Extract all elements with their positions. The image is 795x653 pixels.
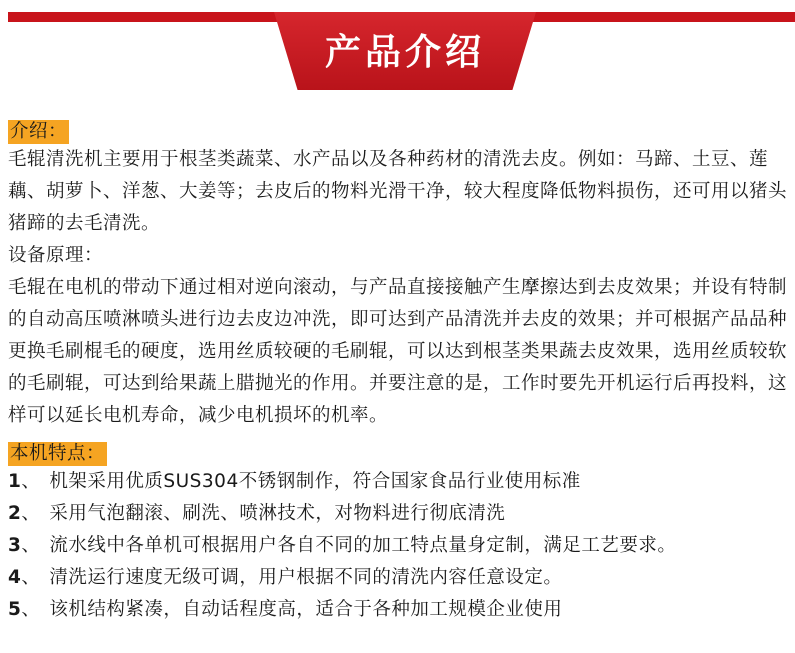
- feature-text: 采用气泡翻滚、刷洗、喷淋技术，对物料进行彻底清洗: [49, 503, 506, 524]
- feature-separator: 、: [21, 503, 41, 524]
- principle-paragraph: 毛辊在电机的带动下通过相对逆向滚动，与产品直接接触产生摩擦达到去皮效果；并设有特制的自动高压喷淋喷头进行边去皮边冲洗，即可达到产品清洗并去皮的效果；并可根据产品品种更换毛刷棍毛的硬度，选用丝质较硬的毛刷辊，可以达到根茎类果蔬去皮效果，选用丝质较软的毛刷辊，可达到给果蔬上腊抛光的作用。并要注意的是，工作时要先开机运行后再投料，这样可以延长电机寿命，减少电机损坏的机率。: [8, 277, 788, 426]
- feature-text: 清洗运行速度无级可调，用户根据不同的清洗内容任意设定。: [49, 567, 563, 588]
- feature-number: 1: [8, 471, 22, 492]
- feature-text: 流水线中各单机可根据用户各自不同的加工特点量身定制，满足工艺要求。: [49, 535, 677, 556]
- feature-text: 机架采用优质SUS304不锈钢制作，符合国家食品行业使用标准: [49, 471, 581, 492]
- feature-item: [8, 466, 788, 498]
- feature-separator: 、: [21, 535, 41, 556]
- feature-number: 2: [8, 503, 22, 524]
- feature-separator: 、: [21, 567, 41, 588]
- feature-number: 5: [8, 599, 22, 620]
- intro-paragraph: 毛辊清洗机主要用于根茎类蔬菜、水产品以及各种药材的清洗去皮。例如：马蹄、土豆、莲藕、胡萝卜、洋葱、大姜等；去皮后的物料光滑干净，较大程度降低物料损伤，还可用以猪头猪蹄的去毛清洗。: [8, 149, 788, 234]
- page-title: 产品介绍: [324, 31, 485, 73]
- features-label: 本机特点：: [10, 443, 106, 464]
- product-description: [8, 116, 788, 626]
- feature-item: [8, 562, 788, 594]
- feature-separator: 、: [21, 599, 41, 620]
- intro-label: 介绍：: [10, 121, 68, 142]
- feature-number: 3: [8, 535, 22, 556]
- feature-separator: 、: [21, 471, 41, 492]
- feature-item: [8, 498, 788, 530]
- principle-label: 设备原理：: [8, 245, 104, 266]
- feature-text: 该机结构紧凑，自动话程度高，适合于各种加工规模企业使用: [49, 599, 563, 620]
- feature-item: [8, 594, 788, 626]
- feature-item: [8, 530, 788, 562]
- feature-number: 4: [8, 567, 22, 588]
